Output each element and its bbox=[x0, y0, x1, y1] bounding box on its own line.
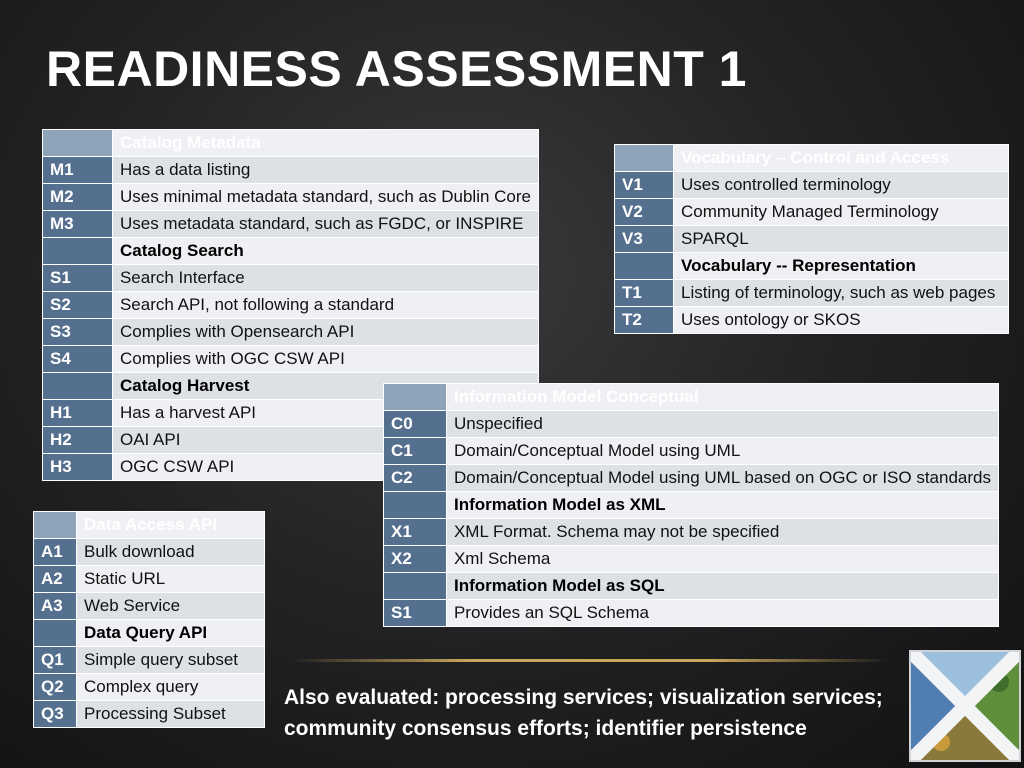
criterion-description: Has a data listing bbox=[112, 157, 538, 184]
table-header-row bbox=[34, 512, 265, 539]
table-section-row bbox=[43, 238, 539, 265]
information-model-table bbox=[383, 383, 999, 627]
criterion-code: Q2 bbox=[34, 674, 77, 701]
table-row bbox=[615, 280, 1009, 307]
table-row bbox=[43, 346, 539, 373]
criterion-code: S1 bbox=[43, 265, 113, 292]
criterion-description: Community Managed Terminology bbox=[674, 199, 1009, 226]
table-row bbox=[384, 438, 999, 465]
criterion-code: A3 bbox=[34, 593, 77, 620]
table-section-row bbox=[615, 253, 1009, 280]
criterion-code: A1 bbox=[34, 539, 77, 566]
criterion-code: Q1 bbox=[34, 647, 77, 674]
criterion-description: Domain/Conceptual Model using UML bbox=[446, 438, 998, 465]
criterion-code bbox=[43, 238, 113, 265]
criterion-code: S3 bbox=[43, 319, 113, 346]
criterion-description: Uses controlled terminology bbox=[674, 172, 1009, 199]
table-header-row bbox=[43, 130, 539, 157]
criterion-code bbox=[34, 512, 77, 539]
table-section-row bbox=[384, 492, 999, 519]
table-row bbox=[384, 411, 999, 438]
criterion-description: Has a harvest API bbox=[112, 400, 538, 427]
criterion-description: Search API, not following a standard bbox=[112, 292, 538, 319]
table-row bbox=[43, 319, 539, 346]
table-row bbox=[34, 593, 265, 620]
criterion-description: Listing of terminology, such as web pages bbox=[674, 280, 1009, 307]
criterion-description: Complies with Opensearch API bbox=[112, 319, 538, 346]
table-header-row bbox=[384, 384, 999, 411]
criterion-description: Bulk download bbox=[77, 539, 265, 566]
criterion-description: SPARQL bbox=[674, 226, 1009, 253]
criterion-code: S1 bbox=[384, 600, 447, 627]
criterion-description: Simple query subset bbox=[77, 647, 265, 674]
table-row bbox=[43, 211, 539, 238]
criterion-code bbox=[384, 384, 447, 411]
table-section-row bbox=[34, 620, 265, 647]
slide-title: READINESS ASSESSMENT 1 bbox=[46, 41, 747, 97]
criterion-description: OGC CSW API bbox=[112, 454, 538, 481]
criterion-description: Processing Subset bbox=[77, 701, 265, 728]
criterion-code: C1 bbox=[384, 438, 447, 465]
criterion-description: Information Model as XML bbox=[446, 492, 998, 519]
table-row bbox=[615, 172, 1009, 199]
table-row bbox=[615, 199, 1009, 226]
criterion-description: Vocabulary -- Representation bbox=[674, 253, 1009, 280]
table-row bbox=[34, 701, 265, 728]
criterion-code bbox=[615, 253, 674, 280]
table-row bbox=[34, 647, 265, 674]
criterion-description: Information Model Conceptual bbox=[446, 384, 998, 411]
criterion-code: T2 bbox=[615, 307, 674, 334]
criterion-code bbox=[384, 573, 447, 600]
criterion-description: Provides an SQL Schema bbox=[446, 600, 998, 627]
criterion-description: Data Query API bbox=[77, 620, 265, 647]
criterion-code: M1 bbox=[43, 157, 113, 184]
criterion-code: Q3 bbox=[34, 701, 77, 728]
criterion-code: V2 bbox=[615, 199, 674, 226]
table-row bbox=[43, 184, 539, 211]
criterion-code: C0 bbox=[384, 411, 447, 438]
table-header-row bbox=[615, 145, 1009, 172]
criterion-code bbox=[43, 373, 113, 400]
criterion-description: Domain/Conceptual Model using UML based on OGC or ISO standards bbox=[446, 465, 998, 492]
table-row bbox=[43, 157, 539, 184]
criterion-code bbox=[34, 620, 77, 647]
criterion-description: OAI API bbox=[112, 427, 538, 454]
criterion-description: Catalog Harvest bbox=[112, 373, 538, 400]
criterion-description: Complex query bbox=[77, 674, 265, 701]
criterion-description: Uses metadata standard, such as FGDC, or INSPIRE bbox=[112, 211, 538, 238]
x-logo-icon bbox=[909, 650, 1021, 762]
criterion-code: M3 bbox=[43, 211, 113, 238]
table-row bbox=[34, 566, 265, 593]
criterion-code bbox=[384, 492, 447, 519]
criterion-code: V1 bbox=[615, 172, 674, 199]
criterion-description: Catalog Search bbox=[112, 238, 538, 265]
table-row bbox=[615, 307, 1009, 334]
criterion-description: Uses ontology or SKOS bbox=[674, 307, 1009, 334]
footnote-text: Also evaluated: processing services; visualization services; community consensus efforts; identifier persistence bbox=[284, 686, 883, 740]
criterion-code: A2 bbox=[34, 566, 77, 593]
criterion-description: Complies with OGC CSW API bbox=[112, 346, 538, 373]
table-section-row bbox=[384, 573, 999, 600]
criterion-description: Catalog Metadata bbox=[112, 130, 538, 157]
criterion-code bbox=[615, 145, 674, 172]
criterion-code: S4 bbox=[43, 346, 113, 373]
table-row bbox=[615, 226, 1009, 253]
criterion-description: Data Access API bbox=[77, 512, 265, 539]
criterion-code: H3 bbox=[43, 454, 113, 481]
table-row bbox=[43, 265, 539, 292]
criterion-description: XML Format. Schema may not be specified bbox=[446, 519, 998, 546]
criterion-description: Xml Schema bbox=[446, 546, 998, 573]
criterion-description: Static URL bbox=[77, 566, 265, 593]
table-row bbox=[384, 465, 999, 492]
table-row bbox=[384, 600, 999, 627]
criterion-code: C2 bbox=[384, 465, 447, 492]
criterion-code: H1 bbox=[43, 400, 113, 427]
data-access-table bbox=[33, 511, 265, 728]
criterion-code: V3 bbox=[615, 226, 674, 253]
table-row bbox=[34, 674, 265, 701]
criterion-code: T1 bbox=[615, 280, 674, 307]
criterion-code: X2 bbox=[384, 546, 447, 573]
criterion-code: H2 bbox=[43, 427, 113, 454]
table-row bbox=[43, 292, 539, 319]
criterion-description: Search Interface bbox=[112, 265, 538, 292]
vocabulary-table bbox=[614, 144, 1009, 334]
criterion-code: S2 bbox=[43, 292, 113, 319]
criterion-description: Uses minimal metadata standard, such as Dublin Core bbox=[112, 184, 538, 211]
criterion-code: M2 bbox=[43, 184, 113, 211]
criterion-code: X1 bbox=[384, 519, 447, 546]
criterion-description: Web Service bbox=[77, 593, 265, 620]
criterion-code bbox=[43, 130, 113, 157]
table-row bbox=[384, 546, 999, 573]
criterion-description: Vocabulary – Control and Access bbox=[674, 145, 1009, 172]
divider-rule bbox=[290, 659, 890, 662]
table-row bbox=[34, 539, 265, 566]
table-row bbox=[384, 519, 999, 546]
criterion-description: Information Model as SQL bbox=[446, 573, 998, 600]
criterion-description: Unspecified bbox=[446, 411, 998, 438]
